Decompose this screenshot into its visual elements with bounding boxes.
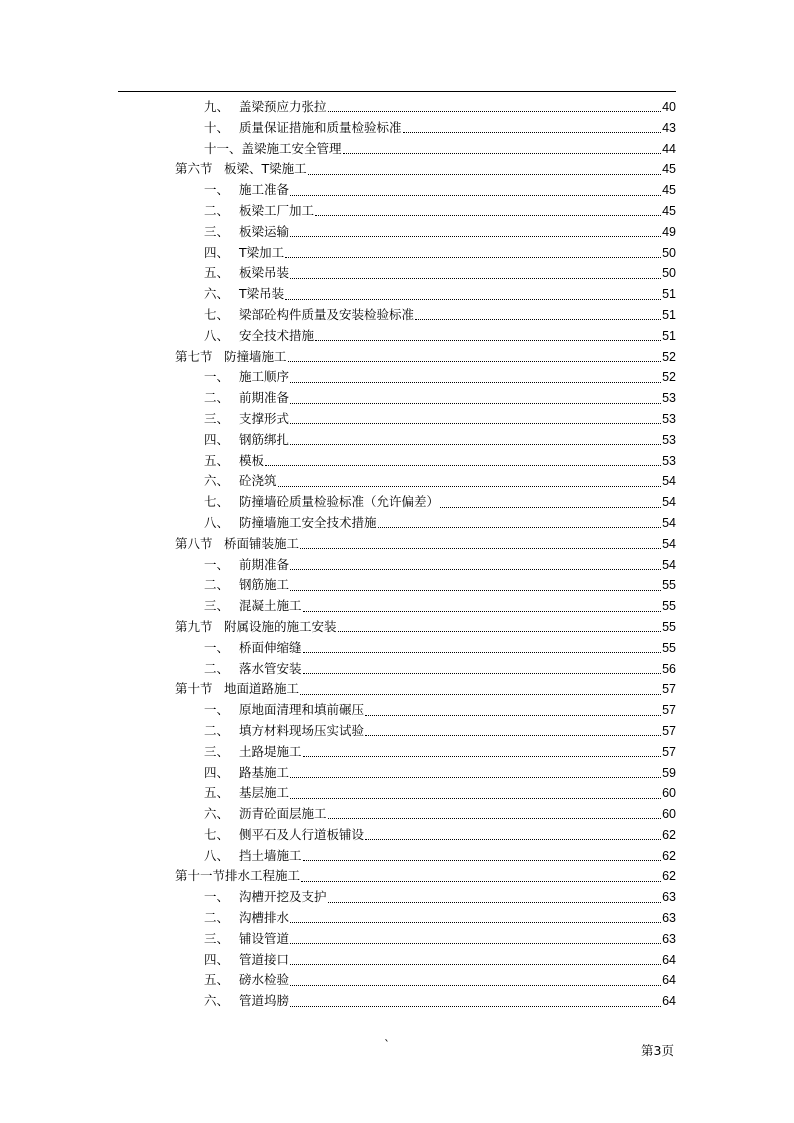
toc-entry-title: 桥面伸缩缝 <box>239 639 302 655</box>
toc-dot-leader <box>290 402 661 404</box>
toc-section-entry[interactable] <box>118 159 676 180</box>
toc-entry-title: 管道接口 <box>239 951 290 967</box>
toc-entry-page: 53 <box>662 391 676 406</box>
toc-entry-number: 二、 <box>204 910 230 926</box>
toc-entry-number: 二、 <box>204 660 230 676</box>
toc-section-entry[interactable] <box>118 347 676 368</box>
toc-dot-leader <box>285 256 661 258</box>
toc-entry-page: 59 <box>662 765 676 780</box>
toc-entry-page: 45 <box>662 183 676 198</box>
toc-entry-title: 前期准备 <box>239 556 290 572</box>
toc-section-entry[interactable] <box>118 617 676 638</box>
toc-dot-leader <box>300 693 661 695</box>
toc-entry-page: 63 <box>662 911 676 926</box>
toc-entry-title: 沟槽开挖及支护 <box>239 889 327 905</box>
toc-entry-title: 防撞墙砼质量检验标准（允许偏差） <box>239 494 440 510</box>
toc-dot-leader <box>303 651 662 653</box>
toc-entry-page: 51 <box>662 328 676 343</box>
toc-entry-page: 45 <box>662 203 676 218</box>
toc-subsection-entry[interactable] <box>118 388 676 409</box>
toc-entry-number: 八、 <box>204 847 230 863</box>
toc-subsection-entry[interactable] <box>118 492 676 513</box>
toc-subsection-entry[interactable] <box>118 659 676 680</box>
toc-entry-number: 五、 <box>204 452 230 468</box>
toc-entry-page: 64 <box>662 994 676 1009</box>
toc-entry-page: 55 <box>662 619 676 634</box>
toc-entry-number: 六、 <box>204 806 230 822</box>
toc-entry-title: 施工准备 <box>239 182 290 198</box>
toc-entry-number: 七、 <box>204 494 230 510</box>
toc-entry-title: 路基施工 <box>239 764 290 780</box>
toc-entry-number: 第六节 <box>175 161 213 177</box>
toc-entry-title: 盖梁施工安全管理 <box>241 140 342 156</box>
toc-entry-title: 基层施工 <box>239 785 290 801</box>
toc-entry-title: 侧平石及人行道板铺设 <box>239 826 365 842</box>
toc-dot-leader <box>290 589 661 591</box>
toc-entry-page: 62 <box>662 869 676 884</box>
toc-entry-title: 混凝土施工 <box>239 598 302 614</box>
toc-subsection-entry[interactable] <box>118 804 676 825</box>
toc-subsection-entry[interactable] <box>118 430 676 451</box>
toc-entry-number: 一、 <box>204 639 230 655</box>
toc-dot-leader <box>303 610 662 612</box>
toc-entry-title: 附属设施的施工安装 <box>224 618 337 634</box>
toc-entry-page: 56 <box>662 661 676 676</box>
toc-subsection-entry[interactable] <box>118 222 676 243</box>
toc-entry-number: 七、 <box>204 306 230 322</box>
toc-entry-page: 44 <box>662 141 676 156</box>
toc-entry-page: 57 <box>662 744 676 759</box>
toc-entry-page: 63 <box>662 890 676 905</box>
toc-entry-title: 排水工程施工 <box>225 868 301 884</box>
toc-entry-title: 板梁吊装 <box>239 265 290 281</box>
toc-subsection-entry[interactable] <box>118 451 676 472</box>
toc-dot-leader <box>315 214 661 216</box>
toc-subsection-entry[interactable] <box>118 825 676 846</box>
toc-dot-leader <box>303 755 662 757</box>
toc-entry-title: 支撑形式 <box>239 410 290 426</box>
toc-entry-number: 五、 <box>204 265 230 281</box>
toc-dot-leader <box>308 173 661 175</box>
toc-subsection-entry[interactable] <box>118 97 676 118</box>
toc-subsection-entry[interactable] <box>118 367 676 388</box>
toc-entry-title: 桥面铺装施工 <box>224 535 300 551</box>
toc-entry-number: 四、 <box>204 244 230 260</box>
toc-subsection-entry[interactable] <box>118 305 676 326</box>
toc-entry-title: 挡土墙施工 <box>239 847 302 863</box>
toc-entry-number: 一、 <box>204 369 230 385</box>
toc-entry-title: 磅水检验 <box>239 972 290 988</box>
toc-dot-leader <box>290 776 661 778</box>
toc-dot-leader <box>290 942 661 944</box>
toc-entry-title: 质量保证措施和质量检验标准 <box>239 119 402 135</box>
toc-dot-leader <box>290 194 661 196</box>
toc-entry-title: 沥青砼面层施工 <box>239 806 327 822</box>
toc-dot-leader <box>290 963 661 965</box>
toc-entry-number: 一、 <box>204 556 230 572</box>
toc-entry-title: 防撞墙施工 <box>224 348 287 364</box>
toc-entry-title: 板梁工厂加工 <box>239 202 315 218</box>
toc-dot-leader <box>290 443 661 445</box>
toc-dot-leader <box>403 131 662 133</box>
toc-dot-leader <box>278 485 662 487</box>
toc-subsection-entry[interactable] <box>118 991 676 1012</box>
toc-dot-leader <box>290 422 661 424</box>
toc-subsection-entry[interactable] <box>118 596 676 617</box>
toc-entry-title: 施工顺序 <box>239 369 290 385</box>
toc-subsection-entry[interactable] <box>118 887 676 908</box>
toc-entry-page: 51 <box>662 307 676 322</box>
toc-subsection-entry[interactable] <box>118 763 676 784</box>
toc-entry-title: 钢筋施工 <box>239 577 290 593</box>
toc-section-entry[interactable] <box>118 679 676 700</box>
toc-dot-leader <box>290 277 661 279</box>
toc-dot-leader <box>440 506 661 508</box>
toc-subsection-entry[interactable] <box>118 180 676 201</box>
toc-entry-number: 三、 <box>204 598 230 614</box>
toc-entry-number: 二、 <box>204 202 230 218</box>
toc-entry-page: 53 <box>662 432 676 447</box>
toc-entry-page: 62 <box>662 848 676 863</box>
toc-entry-title: 土路堤施工 <box>239 743 302 759</box>
toc-entry-page: 62 <box>662 827 676 842</box>
toc-entry-number: 二、 <box>204 577 230 593</box>
toc-subsection-entry[interactable] <box>118 783 676 804</box>
toc-entry-title: 填方材料现场压实试验 <box>239 722 365 738</box>
toc-entry-title: 安全技术措施 <box>239 327 315 343</box>
toc-dot-leader <box>365 838 661 840</box>
toc-entry-number: 八、 <box>204 327 230 343</box>
toc-subsection-entry[interactable] <box>118 139 676 160</box>
toc-entry-page: 54 <box>662 536 676 551</box>
toc-entry-number: 十、 <box>204 119 230 135</box>
toc-entry-title: T梁加工 <box>239 244 285 260</box>
toc-entry-page: 64 <box>662 973 676 988</box>
toc-entry-page: 54 <box>662 495 676 510</box>
toc-entry-page: 50 <box>662 245 676 260</box>
toc-dot-leader <box>343 152 662 154</box>
toc-entry-number: 七、 <box>204 826 230 842</box>
toc-entry-number: 九、 <box>204 99 230 114</box>
toc-entry-page: 43 <box>662 120 676 135</box>
toc-dot-leader <box>265 464 661 466</box>
toc-entry-page: 54 <box>662 474 676 489</box>
toc-entry-page: 53 <box>662 411 676 426</box>
toc-subsection-entry[interactable] <box>118 721 676 742</box>
toc-entry-title: 板梁、T梁施工 <box>224 161 307 177</box>
toc-entry-title: 防撞墙施工安全技术措施 <box>239 514 377 530</box>
toc-subsection-entry[interactable] <box>118 846 676 867</box>
toc-dot-leader <box>378 526 662 528</box>
toc-entry-page: 63 <box>662 931 676 946</box>
toc-subsection-entry[interactable] <box>118 243 676 264</box>
toc-dot-leader <box>290 921 661 923</box>
toc-entry-title: T梁吊装 <box>239 286 285 302</box>
toc-entry-title: 原地面清理和填前碾压 <box>239 702 365 718</box>
toc-entry-number: 十一、 <box>204 140 242 156</box>
toc-entry-number: 第十节 <box>175 681 213 697</box>
toc-dot-leader <box>315 339 661 341</box>
toc-entry-number: 三、 <box>204 930 230 946</box>
toc-entry-number: 三、 <box>204 743 230 759</box>
toc-entry-page: 51 <box>662 287 676 302</box>
toc-entry-number: 六、 <box>204 473 230 489</box>
toc-entry-title: 沟槽排水 <box>239 910 290 926</box>
toc-entry-number: 二、 <box>204 722 230 738</box>
toc-entry-number: 三、 <box>204 223 230 239</box>
toc-entry-page: 57 <box>662 682 676 697</box>
toc-subsection-entry[interactable] <box>118 638 676 659</box>
toc-subsection-entry[interactable] <box>118 700 676 721</box>
toc-subsection-entry[interactable] <box>118 284 676 305</box>
toc-entry-page: 55 <box>662 578 676 593</box>
toc-subsection-entry[interactable] <box>118 929 676 950</box>
toc-subsection-entry[interactable] <box>118 742 676 763</box>
toc-section-entry[interactable] <box>118 534 676 555</box>
toc-subsection-entry[interactable] <box>118 950 676 971</box>
toc-entry-number: 第七节 <box>175 348 213 364</box>
toc-entry-page: 57 <box>662 703 676 718</box>
toc-entry-title: 管道坞膀 <box>239 993 290 1009</box>
toc-dot-leader <box>288 360 662 362</box>
toc-dot-leader <box>290 381 661 383</box>
toc-dot-leader <box>285 298 661 300</box>
toc-dot-leader <box>415 318 661 320</box>
toc-entry-number: 四、 <box>204 764 230 780</box>
table-of-contents <box>118 97 676 1012</box>
toc-subsection-entry[interactable] <box>118 555 676 576</box>
toc-subsection-entry[interactable] <box>118 513 676 534</box>
toc-entry-title: 盖梁预应力张拉 <box>239 99 327 114</box>
toc-entry-title: 钢筋绑扎 <box>239 431 290 447</box>
toc-dot-leader <box>365 734 661 736</box>
toc-dot-leader <box>328 817 662 819</box>
toc-subsection-entry[interactable] <box>118 326 676 347</box>
toc-entry-number: 五、 <box>204 785 230 801</box>
toc-entry-number: 六、 <box>204 993 230 1009</box>
toc-dot-leader <box>290 797 661 799</box>
toc-entry-number: 三、 <box>204 410 230 426</box>
toc-entry-page: 57 <box>662 723 676 738</box>
toc-entry-title: 模板 <box>239 452 265 468</box>
toc-dot-leader <box>290 1005 661 1007</box>
toc-entry-page: 54 <box>662 557 676 572</box>
toc-entry-number: 第八节 <box>175 535 213 551</box>
toc-entry-number: 八、 <box>204 514 230 530</box>
toc-entry-title: 地面道路施工 <box>224 681 300 697</box>
toc-dot-leader <box>300 547 661 549</box>
toc-subsection-entry[interactable] <box>118 409 676 430</box>
toc-dot-leader <box>328 901 662 903</box>
toc-entry-number: 二、 <box>204 390 230 406</box>
toc-entry-title: 梁部砼构件质量及安装检验标准 <box>239 306 415 322</box>
toc-entry-page: 50 <box>662 266 676 281</box>
toc-entry-number: 六、 <box>204 286 230 302</box>
toc-entry-page: 60 <box>662 786 676 801</box>
toc-dot-leader <box>301 880 661 882</box>
toc-entry-number: 一、 <box>204 889 230 905</box>
toc-subsection-entry[interactable] <box>118 575 676 596</box>
toc-subsection-entry[interactable] <box>118 908 676 929</box>
toc-entry-number: 第十一节 <box>175 868 226 884</box>
toc-entry-page: 55 <box>662 640 676 655</box>
toc-entry-number: 一、 <box>204 182 230 198</box>
footer-mark: ` <box>384 1038 390 1052</box>
toc-entry-number: 四、 <box>204 431 230 447</box>
toc-entry-title: 砼浇筑 <box>239 473 277 489</box>
toc-entry-page: 60 <box>662 807 676 822</box>
toc-entry-page: 54 <box>662 515 676 530</box>
toc-dot-leader <box>290 568 661 570</box>
toc-entry-page: 64 <box>662 952 676 967</box>
toc-entry-page: 45 <box>662 162 676 177</box>
toc-entry-page: 52 <box>662 349 676 364</box>
footer-page-number: 第3页 <box>641 1043 674 1058</box>
toc-entry-page: 53 <box>662 453 676 468</box>
toc-dot-leader <box>365 714 661 716</box>
toc-dot-leader <box>290 984 661 986</box>
toc-subsection-entry[interactable] <box>118 263 676 284</box>
toc-entry-page: 49 <box>662 224 676 239</box>
toc-entry-page: 52 <box>662 370 676 385</box>
header-rule <box>118 91 676 92</box>
toc-section-entry[interactable] <box>118 866 676 887</box>
toc-subsection-entry[interactable] <box>118 201 676 222</box>
toc-entry-number: 四、 <box>204 951 230 967</box>
toc-entry-number: 第九节 <box>175 618 213 634</box>
toc-entry-page: 40 <box>662 100 676 114</box>
toc-subsection-entry[interactable] <box>118 970 676 991</box>
toc-subsection-entry[interactable] <box>118 118 676 139</box>
toc-entry-number: 一、 <box>204 702 230 718</box>
toc-subsection-entry[interactable] <box>118 471 676 492</box>
toc-entry-page: 55 <box>662 599 676 614</box>
toc-entry-title: 板梁运输 <box>239 223 290 239</box>
toc-dot-leader <box>303 672 662 674</box>
toc-dot-leader <box>290 235 661 237</box>
toc-dot-leader <box>303 859 662 861</box>
toc-dot-leader <box>338 630 662 632</box>
toc-entry-title: 落水管安装 <box>239 660 302 676</box>
toc-entry-title: 前期准备 <box>239 390 290 406</box>
toc-entry-number: 五、 <box>204 972 230 988</box>
toc-dot-leader <box>328 110 662 112</box>
toc-entry-title: 铺设管道 <box>239 930 290 946</box>
